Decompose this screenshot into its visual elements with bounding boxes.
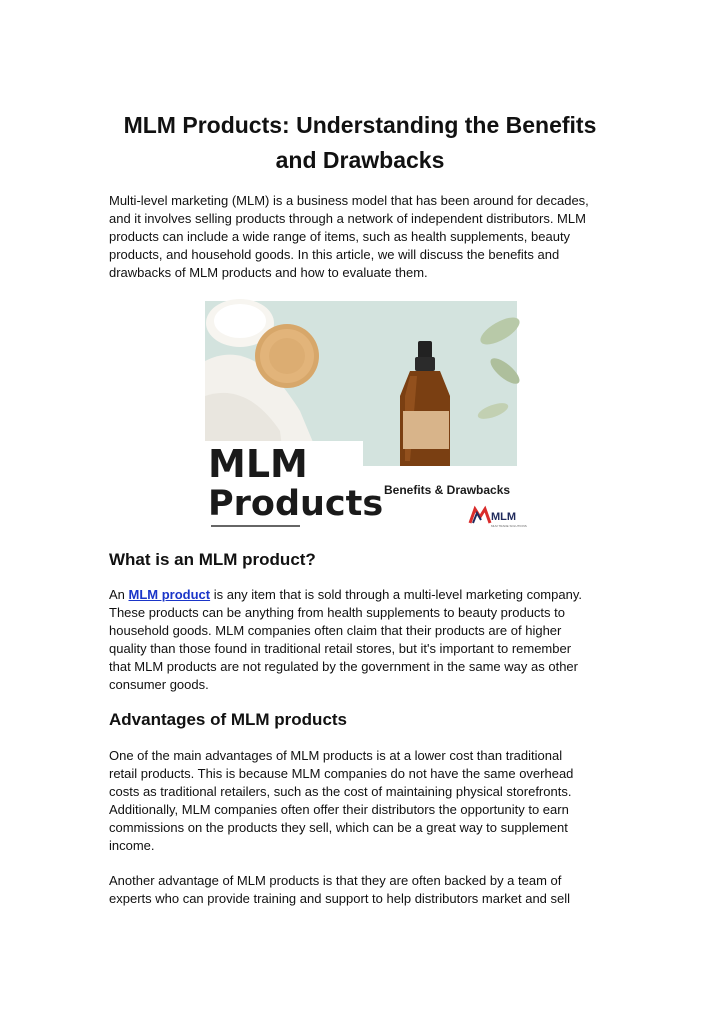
- logo-subtext: MLM TRADE SOLUTIONS: [491, 524, 527, 528]
- text-suffix: is any item that is sold through a multi-level marketing company.: [210, 587, 582, 602]
- paragraph-line: household goods. MLM companies often claim that their products are of higher: [109, 623, 562, 638]
- mlm-product-link[interactable]: MLM product: [128, 587, 211, 602]
- intro-line: drawbacks of MLM products and how to evaluate them.: [109, 265, 428, 280]
- section-what-is-paragraph: [109, 586, 619, 694]
- paragraph-line: Another advantage of MLM products is that they are often backed by a team of: [109, 873, 562, 888]
- paragraph-line: consumer goods.: [109, 677, 209, 692]
- intro-line: products can include a wide range of items, such as health supplements, beauty: [109, 229, 571, 244]
- intro-line: products, and household goods. In this article, we will discuss the benefits and: [109, 247, 560, 262]
- paragraph-line: costs as traditional retailers, such as the cost of maintaining physical storefronts.: [109, 784, 572, 799]
- intro-line: and it involves selling products through a network of independent distributors. MLM: [109, 211, 586, 226]
- text-prefix: An: [109, 587, 129, 602]
- paragraph-line: One of the main advantages of MLM products is at a lower cost than traditional: [109, 748, 563, 763]
- intro-line: Multi-level marketing (MLM) is a business model that has been around for decades,: [109, 193, 589, 208]
- paragraph-line: quality than those found in traditional retail stores, but it's important to remember: [109, 641, 572, 656]
- intro-paragraph: [109, 192, 619, 282]
- section-heading-advantages: Advantages of MLM products: [109, 710, 348, 729]
- paragraph-line: that MLM products are not regulated by the government in the same way as other: [109, 659, 578, 674]
- paragraph-line: Additionally, MLM companies often offer their distributors the opportunity to earn: [109, 802, 569, 817]
- hero-title-products: Products: [208, 484, 384, 524]
- hero-title-mlm: MLM: [208, 442, 308, 486]
- title-line-1: MLM Products: Understanding the Benefits: [123, 112, 597, 138]
- hero-tagline: Benefits & Drawbacks: [384, 483, 511, 497]
- paragraph-line: retail products. This is because MLM companies do not have the same overhead: [109, 766, 574, 781]
- logo-text: MLM: [491, 511, 517, 523]
- paragraph-line: commissions on the products they sell, which can be a great way to supplement: [109, 820, 568, 835]
- title-line-2: and Drawbacks: [275, 147, 445, 173]
- paragraph-line: income.: [109, 838, 155, 853]
- paragraph-line: These products can be anything from health supplements to beauty products to: [109, 605, 565, 620]
- advantages-paragraph-2: [109, 872, 619, 908]
- hero-image: [205, 301, 527, 529]
- paragraph-line: experts who can provide training and support to help distributors market and sell: [109, 891, 571, 906]
- article-title: [60, 108, 660, 178]
- section-heading-what-is: What is an MLM product?: [109, 550, 316, 569]
- advantages-paragraph-1: [109, 747, 619, 855]
